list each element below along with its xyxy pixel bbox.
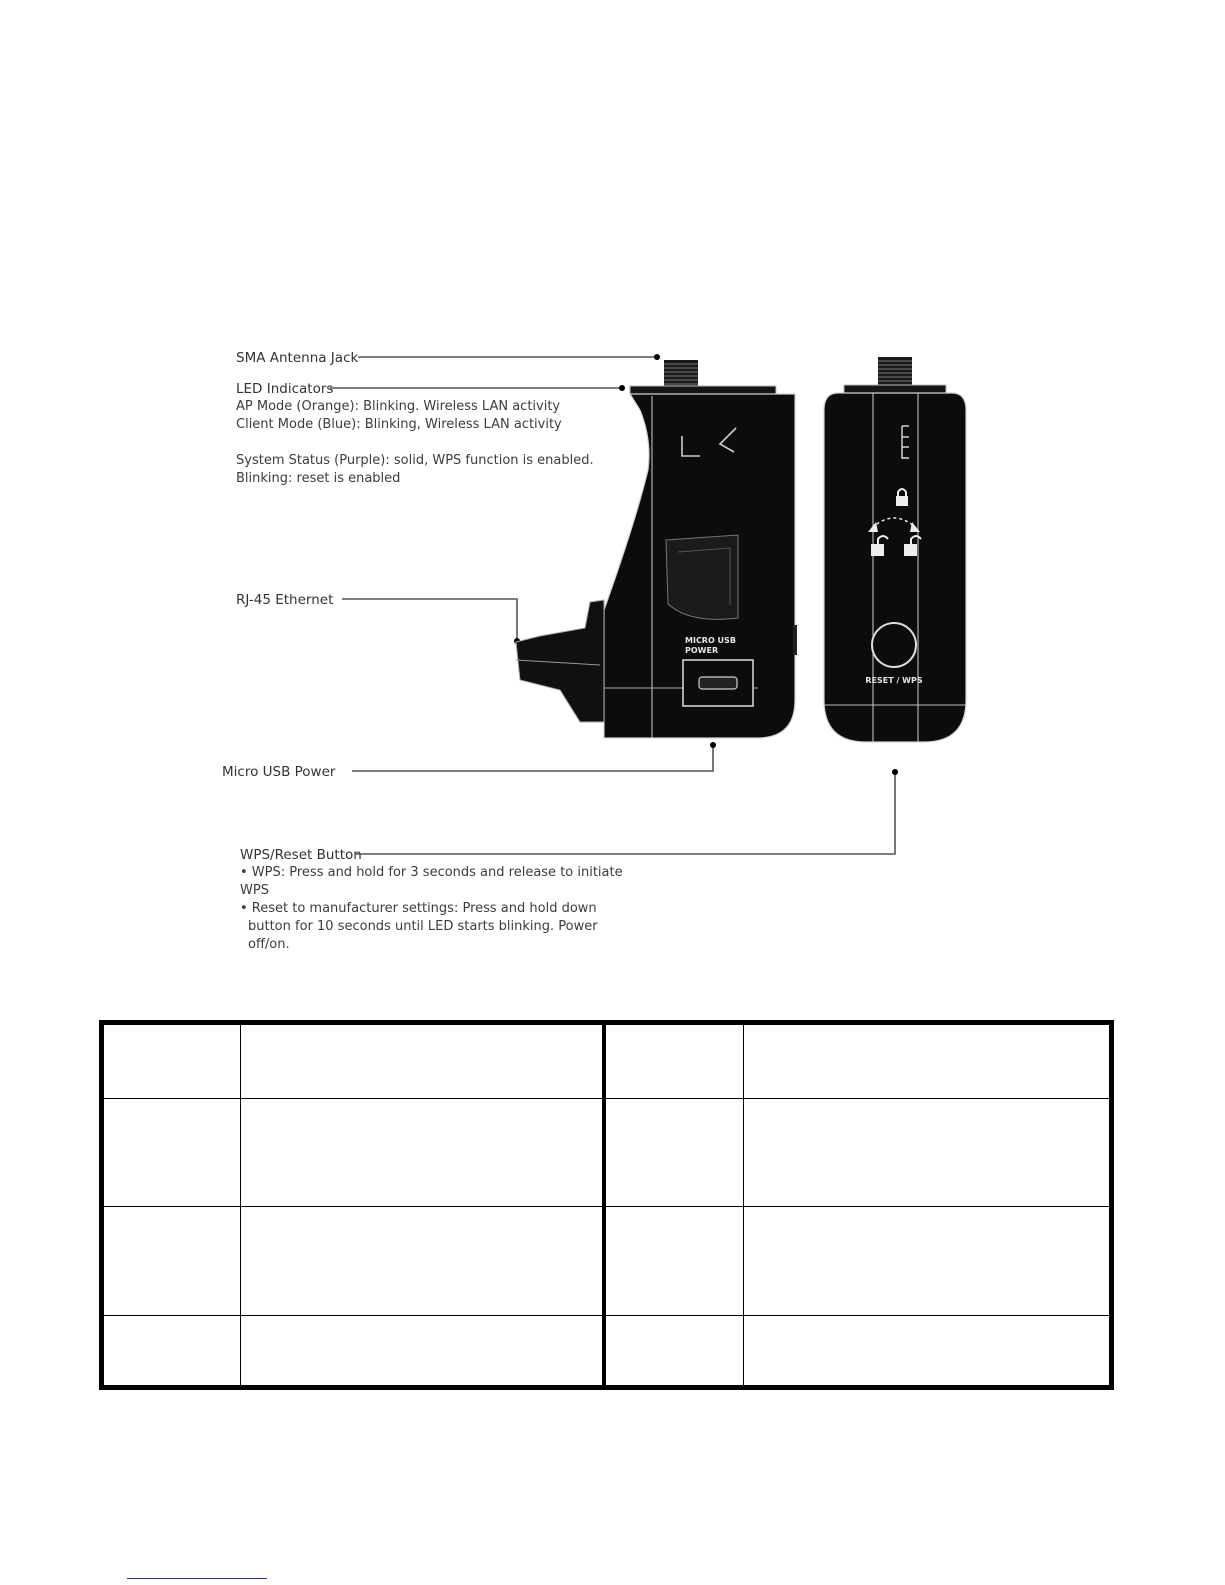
led-client-mode-text: Client Mode (Blue): Blinking, Wireless LAN activity	[236, 417, 562, 432]
footer-link-underline[interactable]	[127, 1578, 267, 1579]
spec-table	[99, 1020, 1114, 1390]
table-cell	[102, 1099, 241, 1207]
table-cell	[743, 1099, 1111, 1207]
micro-usb-label: Micro USB Power	[222, 764, 336, 780]
table-cell	[241, 1207, 604, 1315]
wps-line-2: WPS	[240, 883, 269, 898]
svg-text:POWER: POWER	[685, 646, 719, 655]
table-cell	[604, 1315, 743, 1387]
led-system-status-text: System Status (Purple): solid, WPS function is enabled.	[236, 453, 594, 468]
table-cell	[241, 1023, 604, 1099]
wps-line-1: • WPS: Press and hold for 3 seconds and release to initiate	[240, 865, 623, 880]
table-cell	[241, 1315, 604, 1387]
wps-line-3: • Reset to manufacturer settings: Press and hold down	[240, 901, 597, 916]
table-cell	[743, 1315, 1111, 1387]
rj45-label: RJ-45 Ethernet	[236, 592, 334, 608]
led-indicators-label: LED Indicators	[236, 381, 334, 397]
reset-wps-marking: RESET / WPS	[865, 676, 923, 685]
sma-antenna-label: SMA Antenna Jack	[236, 350, 359, 366]
led-blinking-text: Blinking: reset is enabled	[236, 471, 401, 486]
table-cell	[102, 1315, 241, 1387]
table-row	[102, 1207, 1112, 1315]
usb-port-marking: MICRO USB	[685, 636, 736, 645]
table-row	[102, 1023, 1112, 1099]
reset-wps-button[interactable]	[872, 623, 916, 667]
table-row	[102, 1315, 1112, 1387]
table-cell	[604, 1207, 743, 1315]
table-cell	[102, 1023, 241, 1099]
rj45-recess	[666, 535, 738, 619]
table-cell	[241, 1099, 604, 1207]
led-ap-mode-text: AP Mode (Orange): Blinking. Wireless LAN activity	[236, 399, 561, 414]
wps-line-4: button for 10 seconds until LED starts blinking. Power	[248, 919, 598, 934]
wps-line-5: off/on.	[248, 937, 290, 952]
table-cell	[743, 1207, 1111, 1315]
table-row	[102, 1099, 1112, 1207]
table-cell	[743, 1023, 1111, 1099]
wps-reset-label: WPS/Reset Button	[240, 847, 362, 863]
table-cell	[604, 1023, 743, 1099]
table-cell	[604, 1099, 743, 1207]
table-cell	[102, 1207, 241, 1315]
device-side-view	[516, 360, 797, 738]
device-front-view	[824, 357, 966, 742]
